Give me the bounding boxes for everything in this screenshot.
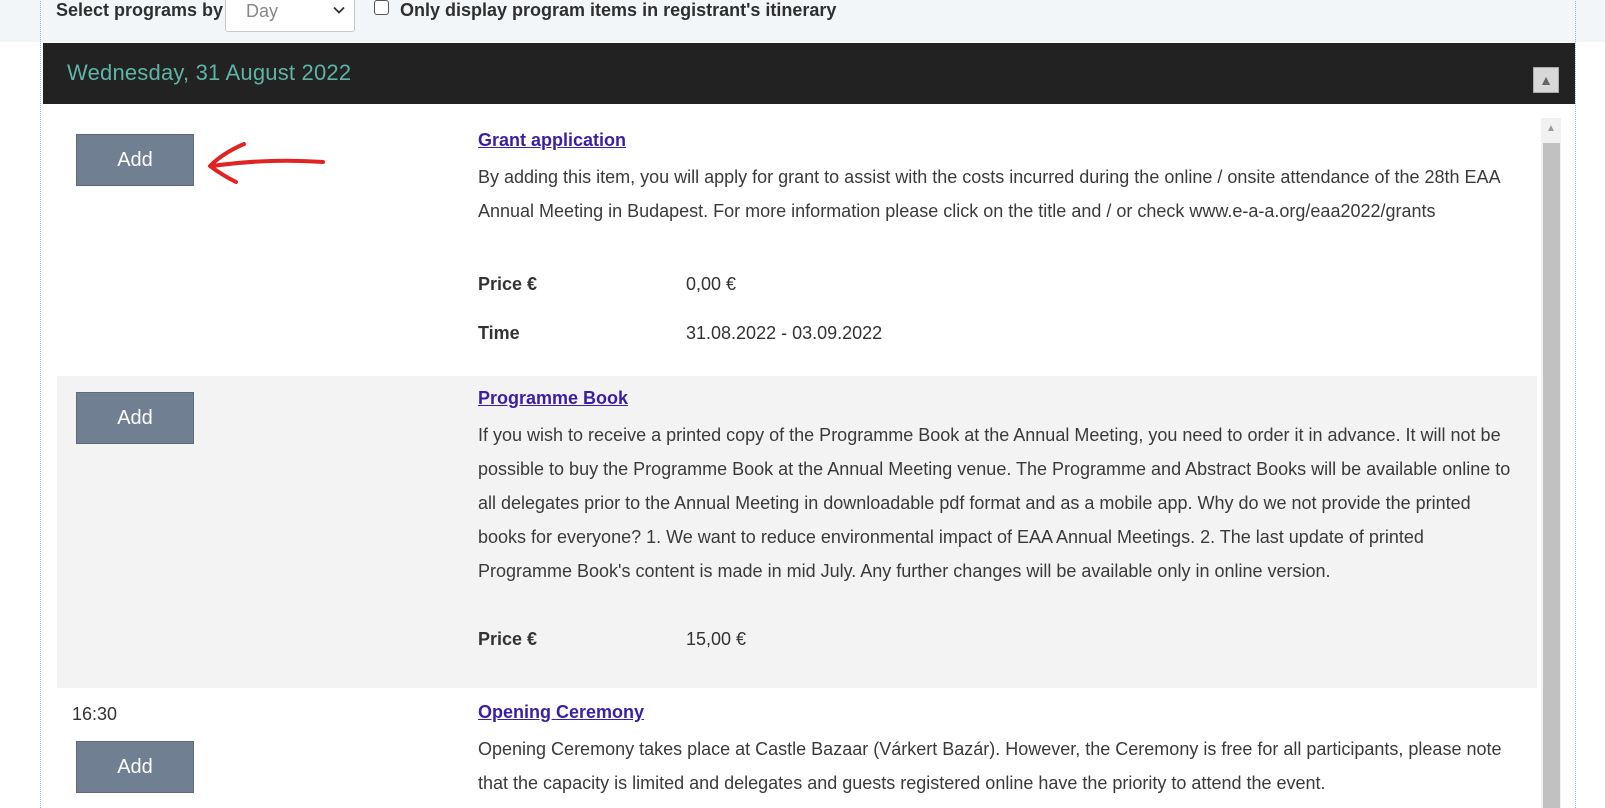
price-value: 0,00 € (686, 274, 737, 294)
itinerary-only-label[interactable]: Only display program items in registrant's itinerary (400, 0, 837, 20)
opening-ceremony-link[interactable]: Opening Ceremony (478, 702, 645, 722)
add-programme-book-button[interactable]: Add (76, 392, 194, 444)
day-header (43, 43, 1575, 104)
add-grant-application-button[interactable]: Add (76, 134, 194, 186)
price-label: Price € (478, 274, 538, 294)
grant-application-link[interactable]: Grant application (478, 130, 627, 150)
chevron-down-icon (332, 3, 346, 17)
scroll-up-arrow-icon[interactable]: ▲ (1546, 123, 1556, 134)
add-opening-ceremony-button[interactable]: Add (76, 741, 194, 793)
select-programs-value: Day (246, 1, 279, 21)
collapse-day-button[interactable] (1533, 67, 1559, 93)
program-item (57, 688, 1537, 808)
start-time: 16:30 (72, 704, 118, 724)
triangle-up-icon: ▲ (1539, 72, 1553, 88)
price-value: 15,00 € (686, 629, 747, 649)
time-value: 31.08.2022 - 03.09.2022 (686, 323, 883, 343)
day-title: Wednesday, 31 August 2022 (67, 60, 352, 85)
programme-book-description: If you wish to receive a printed copy of the Programme Book at the Annual Meeting, you need to order it in advance. It will not be possible to buy the Programme Book at the Annual Meeting venue. The Programme and Abstract Books will be available online to all delegates prior to the Annual Meeting in downloadable pdf format and as a mobile app. Why do we not provide the printed books for everyone? 1. We want to reduce environmental impact of EAA Annual Meetings. 2. The last update of printed Programme Book's content is made in mid July. Any further changes will be available only in online version. (478, 425, 1511, 581)
itinerary-only-checkbox[interactable] (374, 0, 389, 15)
opening-ceremony-description: Opening Ceremony takes place at Castle Bazaar (Várkert Bazár). However, the Ceremony is free for all participants, please note that the capacity is limited and delegates and guests registered online have the priority to attend the event. (478, 739, 1502, 793)
select-programs-dropdown[interactable] (225, 0, 355, 32)
price-label: Price € (478, 629, 538, 649)
programme-book-link[interactable]: Programme Book (478, 388, 629, 408)
program-item (57, 376, 1537, 688)
time-label: Time (478, 323, 520, 343)
annotation-arrow-icon (200, 138, 330, 188)
grant-application-description: By adding this item, you will apply for grant to assist with the costs incurred during the online / onsite attendance of the 28th EAA Annual Meeting in Budapest. For more information please click on the title and / or check www.e-a-a.org/eaa2022/grants (478, 167, 1500, 221)
scrollbar-thumb[interactable] (1543, 143, 1560, 808)
program-list (57, 118, 1561, 808)
select-programs-label: Select programs by (56, 0, 224, 20)
